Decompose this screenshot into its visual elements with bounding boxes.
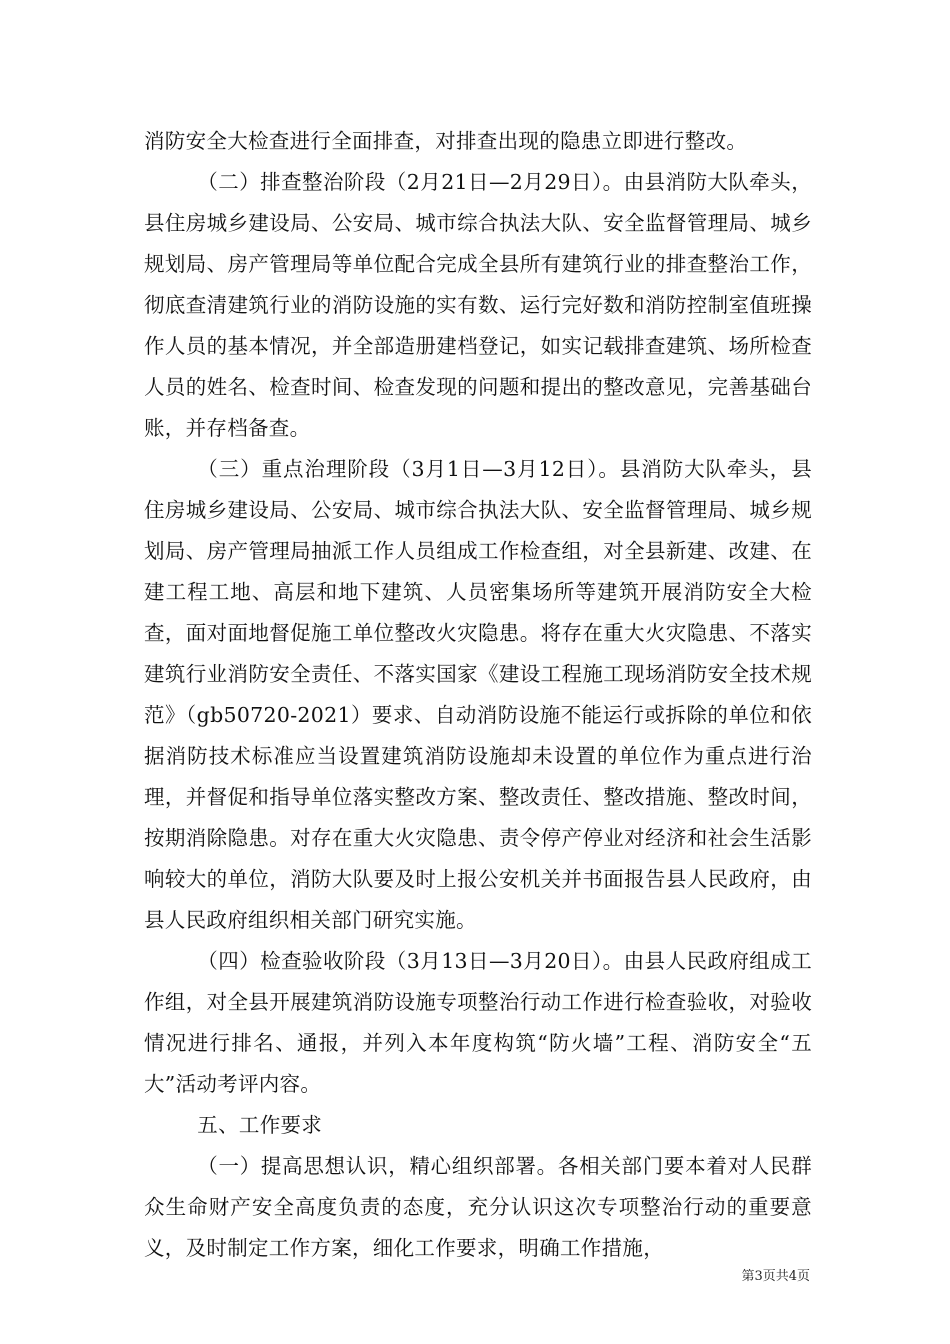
section-heading-work-requirements: 五、工作要求 [197, 1113, 323, 1137]
paragraph-continuation: 消防安全大检查进行全面排查，对排查出现的隐患立即进行整改。 [144, 129, 748, 153]
paragraph-stage-three: （三）重点治理阶段（3月1日—3月12日）。县消防大队牵头，县住房城乡建设局、公安局、城市综合执法大队、安全监督管理局、城乡规划局、房产管理局抽派工作人员组成工作检查组，对全县新建、改建、在建工程工地、高层和地下建筑、人员密集场所等建筑开展消防安全大检查，面对面地督促施工单位整改火灾隐患。将存在重大火灾隐患、不落实建筑行业消防安全责任、不落实国家《建设工程施工现场消防安全技术规范》（gb50720-2021）要求、自动消防设施不能运行或拆除的单位和依据消防技术标准应当设置建筑消防设施却未设置的单位作为重点进行治理，并督促和指导单位落实整改方案、整改责任、整改措施、整改时间，按期消除隐患。对存在重大火灾隐患、责令停产停业对经济和社会生活影响较大的单位，消防大队要及时上报公安机关并书面报告县人民政府，由县人民政府组织相关部门研究实施。 [144, 457, 812, 932]
paragraph-stage-four: （四）检查验收阶段（3月13日—3月20日）。由县人民政府组成工作组，对全县开展建筑消防设施专项整治行动工作进行检查验收，对验收情况进行排名、通报，并列入本年度构筑“防火墙”工程、消防安全“五大”活动考评内容。 [144, 949, 812, 1096]
paragraph-stage-two: （二）排查整治阶段（2月21日—2月29日）。由县消防大队牵头，县住房城乡建设局、公安局、城市综合执法大队、安全监督管理局、城乡规划局、房产管理局等单位配合完成全县所有建筑行业的排查整治工作，彻底查清建筑行业的消防设施的实有数、运行完好数和消防控制室值班操作人员的基本情况，并全部造册建档登记，如实记载排查建筑、场所检查人员的姓名、检查时间、检查发现的问题和提出的整改意见，完善基础台账，并存档备查。 [144, 170, 812, 440]
page-number: 第3页共4页 [741, 1269, 810, 1284]
document-body [144, 121, 812, 1269]
paragraph-requirement-one: （一）提高思想认识，精心组织部署。各相关部门要本着对人民群众生命财产安全高度负责的态度，充分认识这次专项整治行动的重要意义，及时制定工作方案，细化工作要求，明确工作措施， [144, 1154, 812, 1260]
